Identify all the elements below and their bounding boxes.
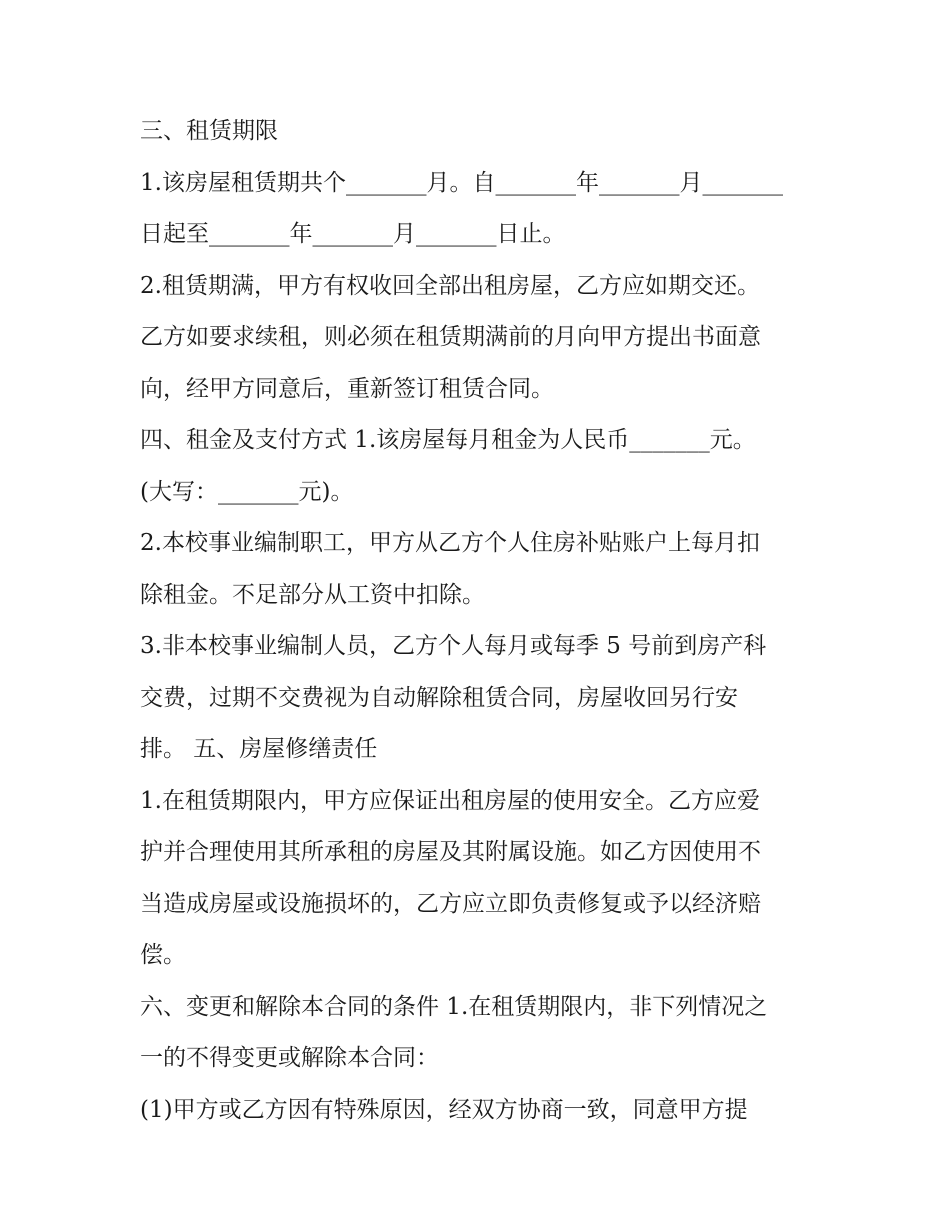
section-heading-repair: 排。 五、房屋修缮责任 — [140, 736, 378, 762]
paragraph-line: 乙方如要求续租，则必须在租赁期满前的月向甲方提出书面意 — [140, 324, 761, 350]
section-heading-termination: 六、变更和解除本合同的条件 1.在租赁期限内，非下列情况之 — [140, 993, 768, 1020]
paragraph-line: 向，经甲方同意后，重新签订租赁合同。 — [140, 375, 554, 402]
section-heading-lease-term: 三、租赁期限 — [140, 118, 278, 144]
paragraph-line: 3.非本校事业编制人员，乙方个人每月或每季 5 号前到房产科 — [140, 633, 767, 659]
paragraph-line: 当造成房屋或设施损坏的，乙方应立即负责修复或予以经济赔 — [140, 890, 761, 917]
paragraph-line: 护并合理使用其所承租的房屋及其附属设施。如乙方因使用不 — [140, 839, 761, 865]
paragraph-line: 2.租赁期满，甲方有权收回全部出租房屋，乙方应如期交还。 — [140, 272, 760, 299]
paragraph-line: 1.在租赁期限内，甲方应保证出租房屋的使用安全。乙方应爱 — [140, 787, 760, 814]
document-body — [140, 106, 820, 1136]
paragraph-line: (1)甲方或乙方因有特殊原因，经双方协商一致，同意甲方提 — [140, 1096, 748, 1123]
paragraph-line: 交费，过期不交费视为自动解除租赁合同，房屋收回另行安 — [140, 684, 738, 711]
paragraph-line: 2.本校事业编制职工，甲方从乙方个人住房补贴账户上每月扣 — [140, 530, 760, 556]
paragraph-line: (大写：_______元)。 — [140, 478, 354, 505]
paragraph-line: 除租金。不足部分从工资中扣除。 — [140, 581, 485, 608]
paragraph-line: 1.该房屋租赁期共个_______月。自_______年_______月_______ — [140, 169, 783, 196]
section-heading-rent-payment: 四、租金及支付方式 1.该房屋每月租金为人民币_______元。 — [140, 427, 756, 453]
paragraph-line: 一的不得变更或解除本合同： — [140, 1045, 439, 1071]
paragraph-line: 日起至_______年_______月_______日止。 — [140, 221, 566, 247]
paragraph-line: 偿。 — [140, 942, 186, 968]
